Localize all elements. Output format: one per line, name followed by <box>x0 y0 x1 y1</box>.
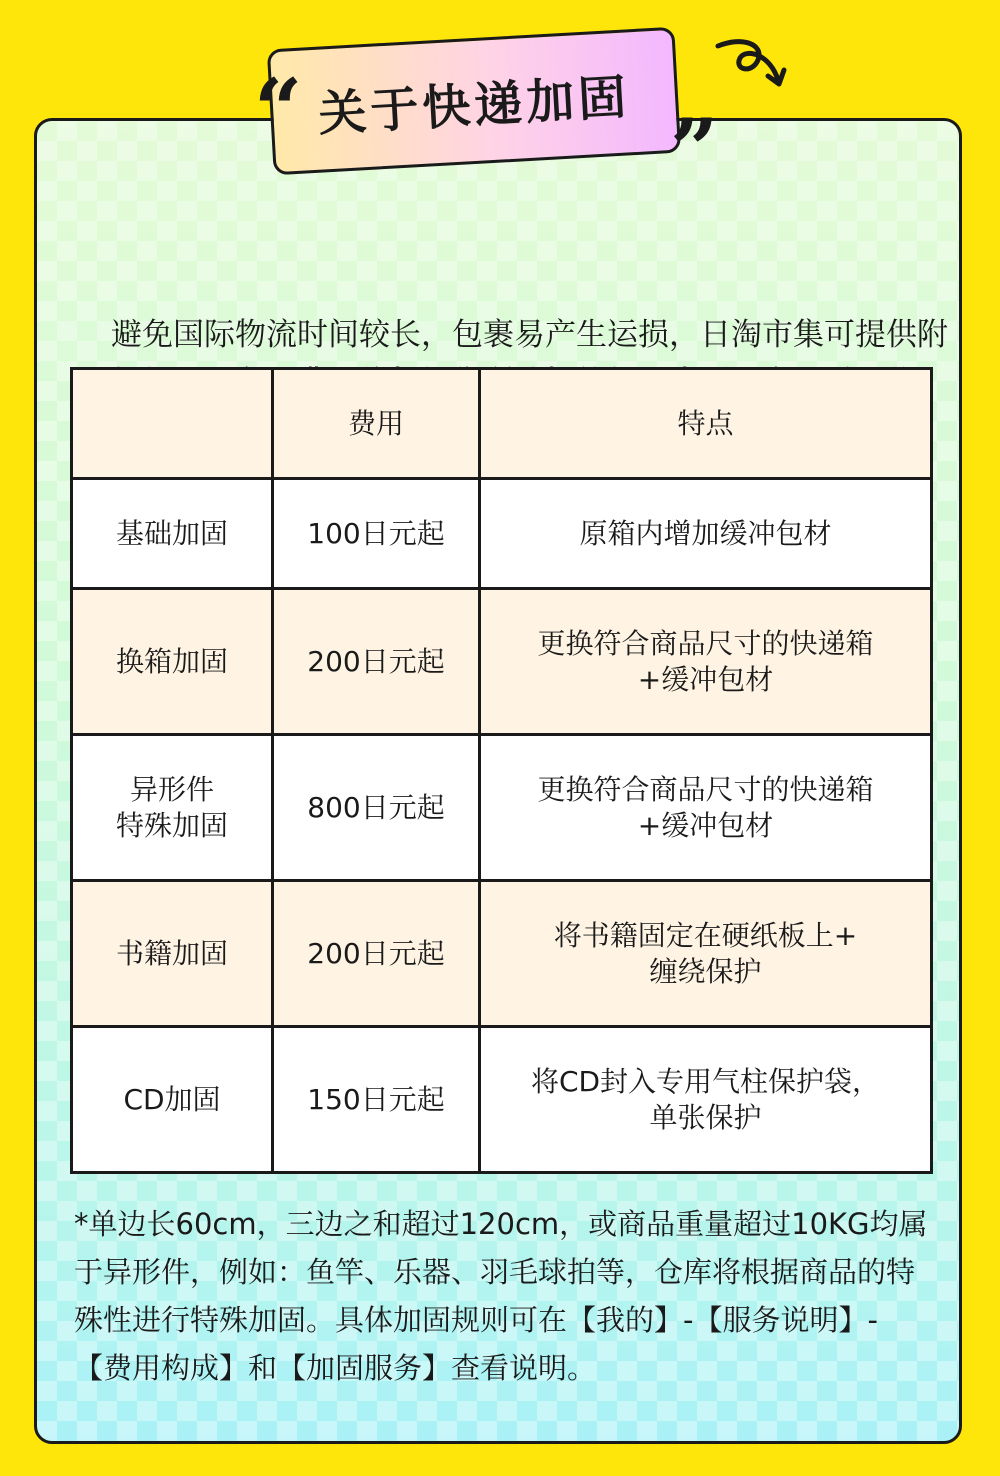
price-cell: 200日元起 <box>273 881 480 1027</box>
title-banner <box>240 20 780 199</box>
table-row <box>72 1027 932 1173</box>
intro-text-before: 避免国际物流时间较长，包裹易产生运损，日淘市集可提供附加 <box>111 317 948 401</box>
table-header-cell: 费用 <box>273 369 480 479</box>
type-cell: 基础加固 <box>72 479 273 589</box>
table-header-cell: 特点 <box>480 369 932 479</box>
feature-cell: 更换符合商品尺寸的快递箱 +缓冲包材 <box>480 735 932 881</box>
table-row <box>72 589 932 735</box>
type-cell: 书籍加固 <box>72 881 273 1027</box>
feature-cell: 将CD封入专用气柱保护袋， 单张保护 <box>480 1027 932 1173</box>
price-cell: 200日元起 <box>273 589 480 735</box>
feature-cell: 将书籍固定在硬纸板上+ 缠绕保护 <box>480 881 932 1027</box>
intro-highlight-link[interactable]: 加固服务 <box>142 365 266 401</box>
open-quote-mark: “ <box>254 60 303 159</box>
close-quote-mark: ” <box>670 100 719 199</box>
price-cell: 100日元起 <box>273 479 480 589</box>
type-cell: 异形件 特殊加固 <box>72 735 273 881</box>
type-cell: CD加固 <box>72 1027 273 1173</box>
price-cell: 800日元起 <box>273 735 480 881</box>
reinforcement-table <box>70 367 933 1174</box>
feature-cell: 原箱内增加缓冲包材 <box>480 479 932 589</box>
table-row <box>72 479 932 589</box>
title-box <box>267 27 681 176</box>
type-cell: 换箱加固 <box>72 589 273 735</box>
page-title: 关于快递加固 <box>316 68 632 143</box>
table-header-cell <box>72 369 273 479</box>
feature-cell: 更换符合商品尺寸的快递箱 +缓冲包材 <box>480 589 932 735</box>
table-header-row <box>72 369 932 479</box>
intro-text-after: ，费用将根据您所选择的加固类型及商品重量收取。 <box>111 365 917 449</box>
footnote: *单边长60cm，三边之和超过120cm，或商品重量超过10KG均属于异形件，例如：鱼竿、乐器、羽毛球拍等，仓库将根据商品的特殊性进行特殊加固。具体加固规则可在【我的】-【服务说明】-【费用构成】和【加固服务】查看说明。 <box>74 1207 928 1385</box>
curly-arrow-icon <box>712 36 792 96</box>
price-cell: 150日元起 <box>273 1027 480 1173</box>
table-row <box>72 735 932 881</box>
table-row <box>72 881 932 1027</box>
